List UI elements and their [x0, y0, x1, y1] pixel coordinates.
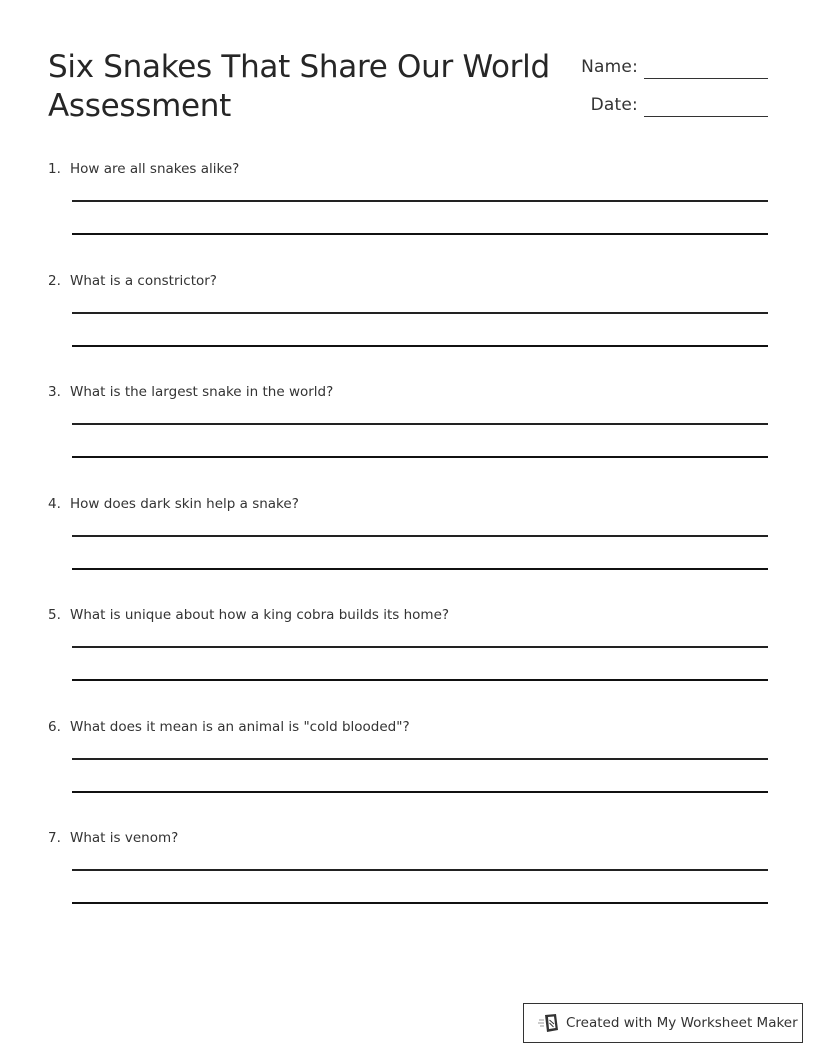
- answer-line[interactable]: [72, 200, 768, 202]
- answer-line[interactable]: [72, 312, 768, 314]
- answer-line[interactable]: [72, 679, 768, 681]
- question-number: 1.: [48, 161, 61, 177]
- question-number: 2.: [48, 272, 61, 289]
- answer-line[interactable]: [72, 233, 768, 235]
- question-text: What is venom?: [70, 830, 179, 846]
- question-1: [48, 161, 768, 261]
- date-label: Date:: [590, 95, 638, 115]
- name-line[interactable]: [644, 78, 768, 80]
- answer-line[interactable]: [72, 869, 768, 871]
- question-7: [48, 830, 768, 930]
- date-field: [560, 93, 768, 117]
- question-4: [48, 496, 768, 596]
- question-text: What is unique about how a king cobra builds its home?: [70, 607, 450, 623]
- answer-line[interactable]: [72, 758, 768, 760]
- question-6: [48, 719, 768, 819]
- question-number: 4.: [48, 495, 61, 512]
- name-label: Name:: [581, 57, 638, 77]
- question-number: 5.: [48, 607, 61, 623]
- title-line-2: Assessment: [48, 88, 231, 124]
- question-number: 6.: [48, 718, 61, 735]
- answer-line[interactable]: [72, 456, 768, 458]
- question-text: How are all snakes alike?: [70, 161, 240, 177]
- date-line[interactable]: [644, 116, 768, 118]
- answer-line[interactable]: [72, 535, 768, 537]
- question-number: 7.: [48, 830, 61, 846]
- answer-line[interactable]: [72, 646, 768, 648]
- title-line-1: Six Snakes That Share Our World: [48, 49, 550, 85]
- question-text: What is the largest snake in the world?: [70, 384, 334, 400]
- question-text: What does it mean is an animal is "cold blooded"?: [70, 718, 410, 735]
- question-5: [48, 607, 768, 707]
- answer-line[interactable]: [72, 423, 768, 425]
- answer-line[interactable]: [72, 791, 768, 793]
- answer-line[interactable]: [72, 902, 768, 904]
- name-field: [560, 55, 768, 79]
- question-text: How does dark skin help a snake?: [70, 495, 299, 512]
- worksheet-maker-logo-icon: [538, 1013, 560, 1033]
- created-with-badge[interactable]: [523, 1003, 803, 1043]
- question-3: [48, 384, 768, 484]
- answer-line[interactable]: [72, 345, 768, 347]
- page-title: [48, 48, 568, 126]
- question-text: What is a constrictor?: [70, 272, 217, 289]
- question-number: 3.: [48, 384, 61, 400]
- question-2: [48, 273, 768, 373]
- footer-text: Created with My Worksheet Maker: [566, 1015, 798, 1031]
- answer-line[interactable]: [72, 568, 768, 570]
